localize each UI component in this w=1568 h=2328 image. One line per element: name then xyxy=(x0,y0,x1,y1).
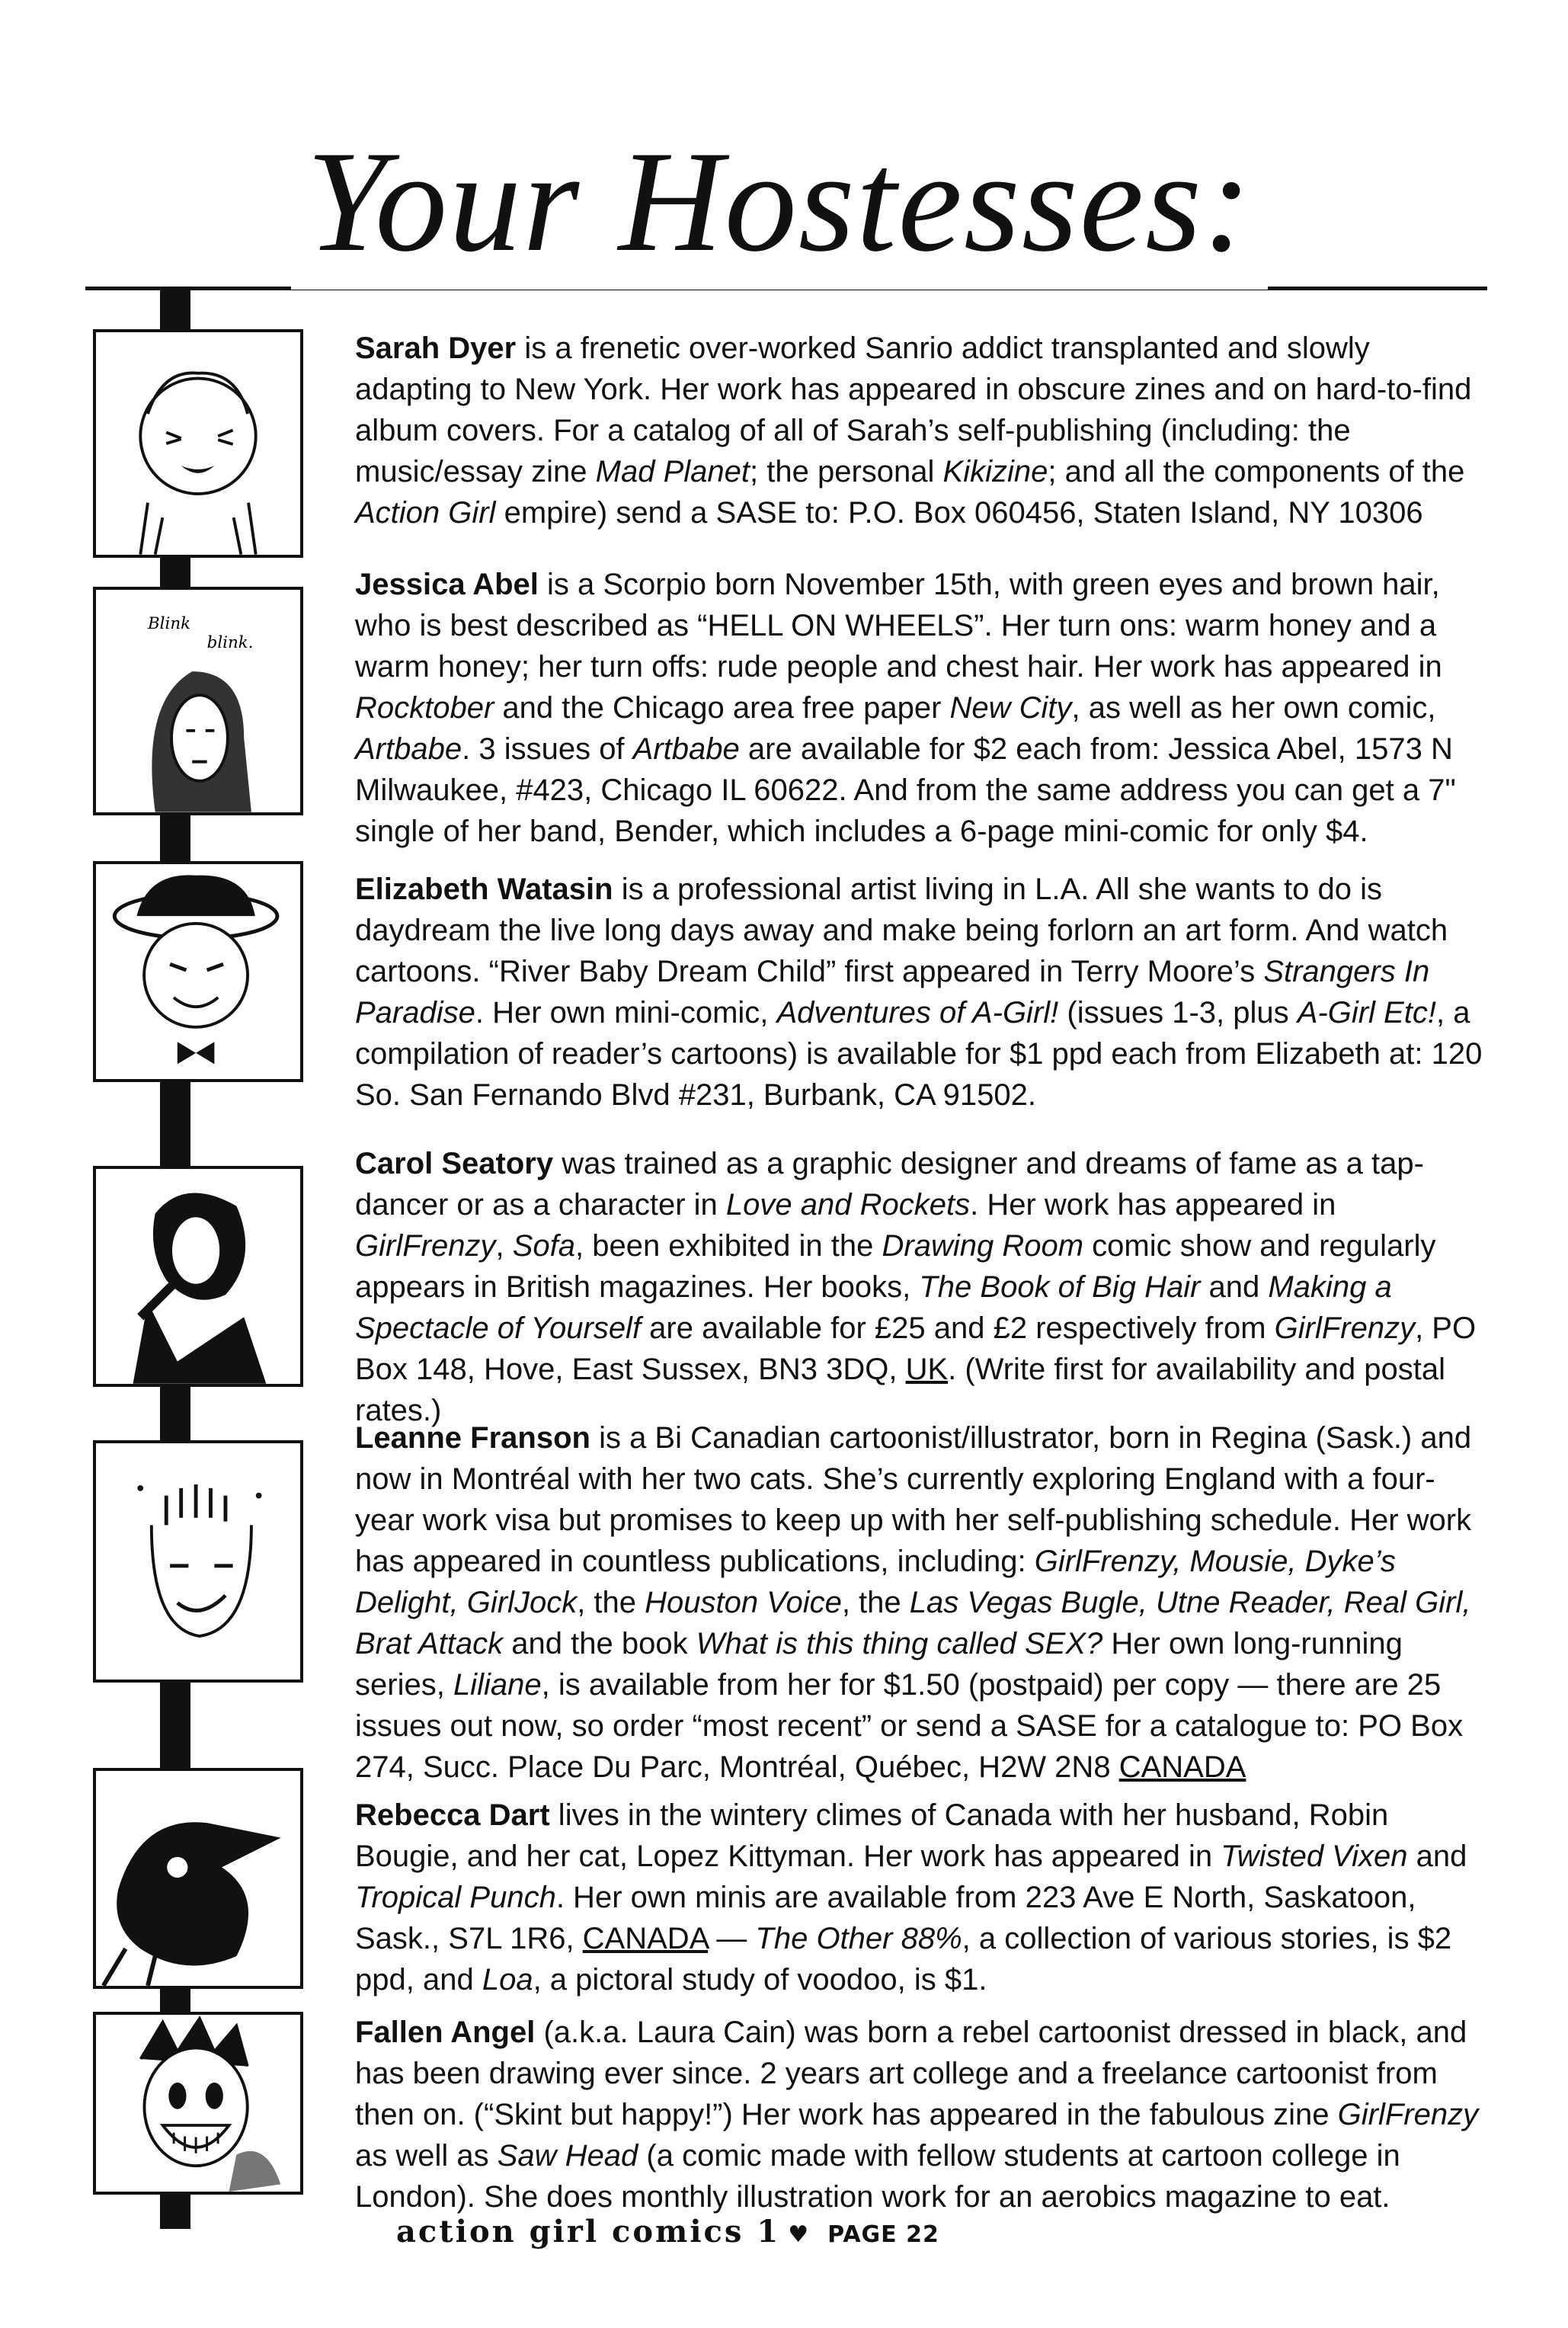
bio-leanne-franson: Leanne Franson is a Bi Canadian cartoonist/illustrator, born in Regina (Sask.) and now in Montréal with her two cats. She’s currently exploring England with a four-year work visa but promises to keep up with her self-publishing schedule. Her work has appeared in countless publications, including: GirlFrenzy, Mousie, Dyke’s Delight, GirlJock, the Houston Voice, the Las Vegas Bugle, Utne Reader, Real Girl, Brat Attack and the book What is this thing called SEX? Her own long-running series, Liliane, is available from her for $1.50 (postpaid) per copy — there are 25 issues out now, so order “most recent” or send a SASE for a catalogue to: PO Box 274, Succ. Place Du Parc, Montréal, Québec, H2W 2N8 CANADA xyxy=(355,1421,1472,1784)
leanne-franson-drawing xyxy=(96,1443,300,1680)
portrait-leanne-franson xyxy=(93,1440,303,1683)
bio-carol-seatory: Carol Seatory was trained as a graphic designer and dreams of fame as a tap-dancer or as a character in Love and Rockets. Her work has appeared in GirlFrenzy, Sofa, been exhibited in the Drawing Room comic show and regularly appears in British magazines. Her books, The Book of Big Hair and Making a Spectacle of Yourself are available for £25 and £2 respectively from GirlFrenzy, PO Box 148, Hove, East Sussex, BN3 3DQ, UK. (Write first for availability and postal rates.) xyxy=(355,1147,1477,1427)
bio-rebecca-dart: Rebecca Dart lives in the wintery climes of Canada with her husband, Robin Bougie, and her cat, Lopez Kittyman. Her work has appeared in Twisted Vixen and Tropical Punch. Her own minis are available from 223 Ave E North, Saskatoon, Sask., S7L 1R6, CANADA — The Other 88%, a collection of various stories, is $2 ppd, and Loa, a pictoral study of voodoo, is $1. xyxy=(355,1798,1467,1997)
bio-elizabeth-watasin: Elizabeth Watasin is a professional artist living in L.A. All she wants to do is daydream the live long days away and make being forlorn an art form. And watch cartoons. “River Baby Dream Child” first appeared in Terry Moore’s Strangers In Paradise. Her own mini-comic, Adventures of A-Girl! (issues 1-3, plus A-Girl Etc!, a compilation of reader’s cartoons) is available for $1 ppd each from Elizabeth at: 120 So. San Fernando Blvd #231, Burbank, CA 91502. xyxy=(355,873,1483,1112)
portrait-rebecca-dart xyxy=(93,1768,303,1989)
portrait-elizabeth-watasin xyxy=(93,861,303,1082)
bio-name: Rebecca Dart xyxy=(355,1798,550,1832)
carol-seatory-drawing xyxy=(96,1169,300,1384)
page-title: Your Hostesses: xyxy=(291,114,1268,290)
portrait-carol-seatory xyxy=(93,1166,303,1387)
portrait-fallen-angel xyxy=(93,2012,303,2195)
bio-name: Jessica Abel xyxy=(355,568,539,601)
rebecca-dart-drawing xyxy=(96,1771,300,1986)
portrait-jessica-abel xyxy=(93,587,303,815)
sarah-dyer-drawing xyxy=(96,332,300,555)
portrait-sarah-dyer xyxy=(93,329,303,558)
heart-icon: ♥ xyxy=(788,2221,810,2248)
title-block xyxy=(85,114,1487,290)
jessica-abel-drawing xyxy=(96,590,300,812)
series-title: action girl comics 1 xyxy=(396,2214,781,2250)
bio-jessica-abel: Jessica Abel is a Scorpio born November 15th, with green eyes and brown hair, who is best described as “HELL ON WHEELS”. Her turn ons: warm honey and a warm honey; her turn offs: rude people and chest hair. Her work has appeared in Rocktober and the Chicago area free paper New City, as well as her own comic, Artbabe. 3 issues of Artbabe are available for $2 each from: Jessica Abel, 1573 N Milwaukee, #423, Chicago IL 60622. And from the same address you can get a 7" single of her band, Bender, which includes a 6-page mini-comic for only $4. xyxy=(355,568,1456,848)
fallen-angel-drawing xyxy=(96,2015,300,2192)
bio-name: Sarah Dyer xyxy=(355,331,517,365)
page-footer xyxy=(396,2214,939,2250)
elizabeth-watasin-drawing xyxy=(96,864,300,1079)
bio-fallen-angel: Fallen Angel (a.k.a. Laura Cain) was born a rebel cartoonist dressed in black, and has been drawing ever since. 2 years art college and a freelance cartoonist from then on. (“Skint but happy!”) Her work has appeared in the fabulous zine GirlFrenzy as well as Saw Head (a comic made with fellow students at cartoon college in London). She does monthly illustration work for an aerobics magazine to eat. xyxy=(355,2016,1479,2214)
bio-name: Leanne Franson xyxy=(355,1421,590,1455)
bio-sarah-dyer: Sarah Dyer is a frenetic over-worked Sanrio addict transplanted and slowly adapting to New York. Her work has appeared in obscure zines and on hard-to-find album covers. For a catalog of all of Sarah’s self-publishing (including: the music/essay zine Mad Planet; the personal Kikizine; and all the components of the Action Girl empire) send a SASE to: P.O. Box 060456, Staten Island, NY 10306 xyxy=(355,331,1472,530)
bio-name: Elizabeth Watasin xyxy=(355,873,613,906)
page-number: PAGE 22 xyxy=(827,2221,939,2248)
bio-name: Fallen Angel xyxy=(355,2016,536,2049)
bio-name: Carol Seatory xyxy=(355,1147,554,1180)
blink-caption-1: Blink xyxy=(147,613,191,633)
blink-caption-2: blink. xyxy=(206,633,254,653)
